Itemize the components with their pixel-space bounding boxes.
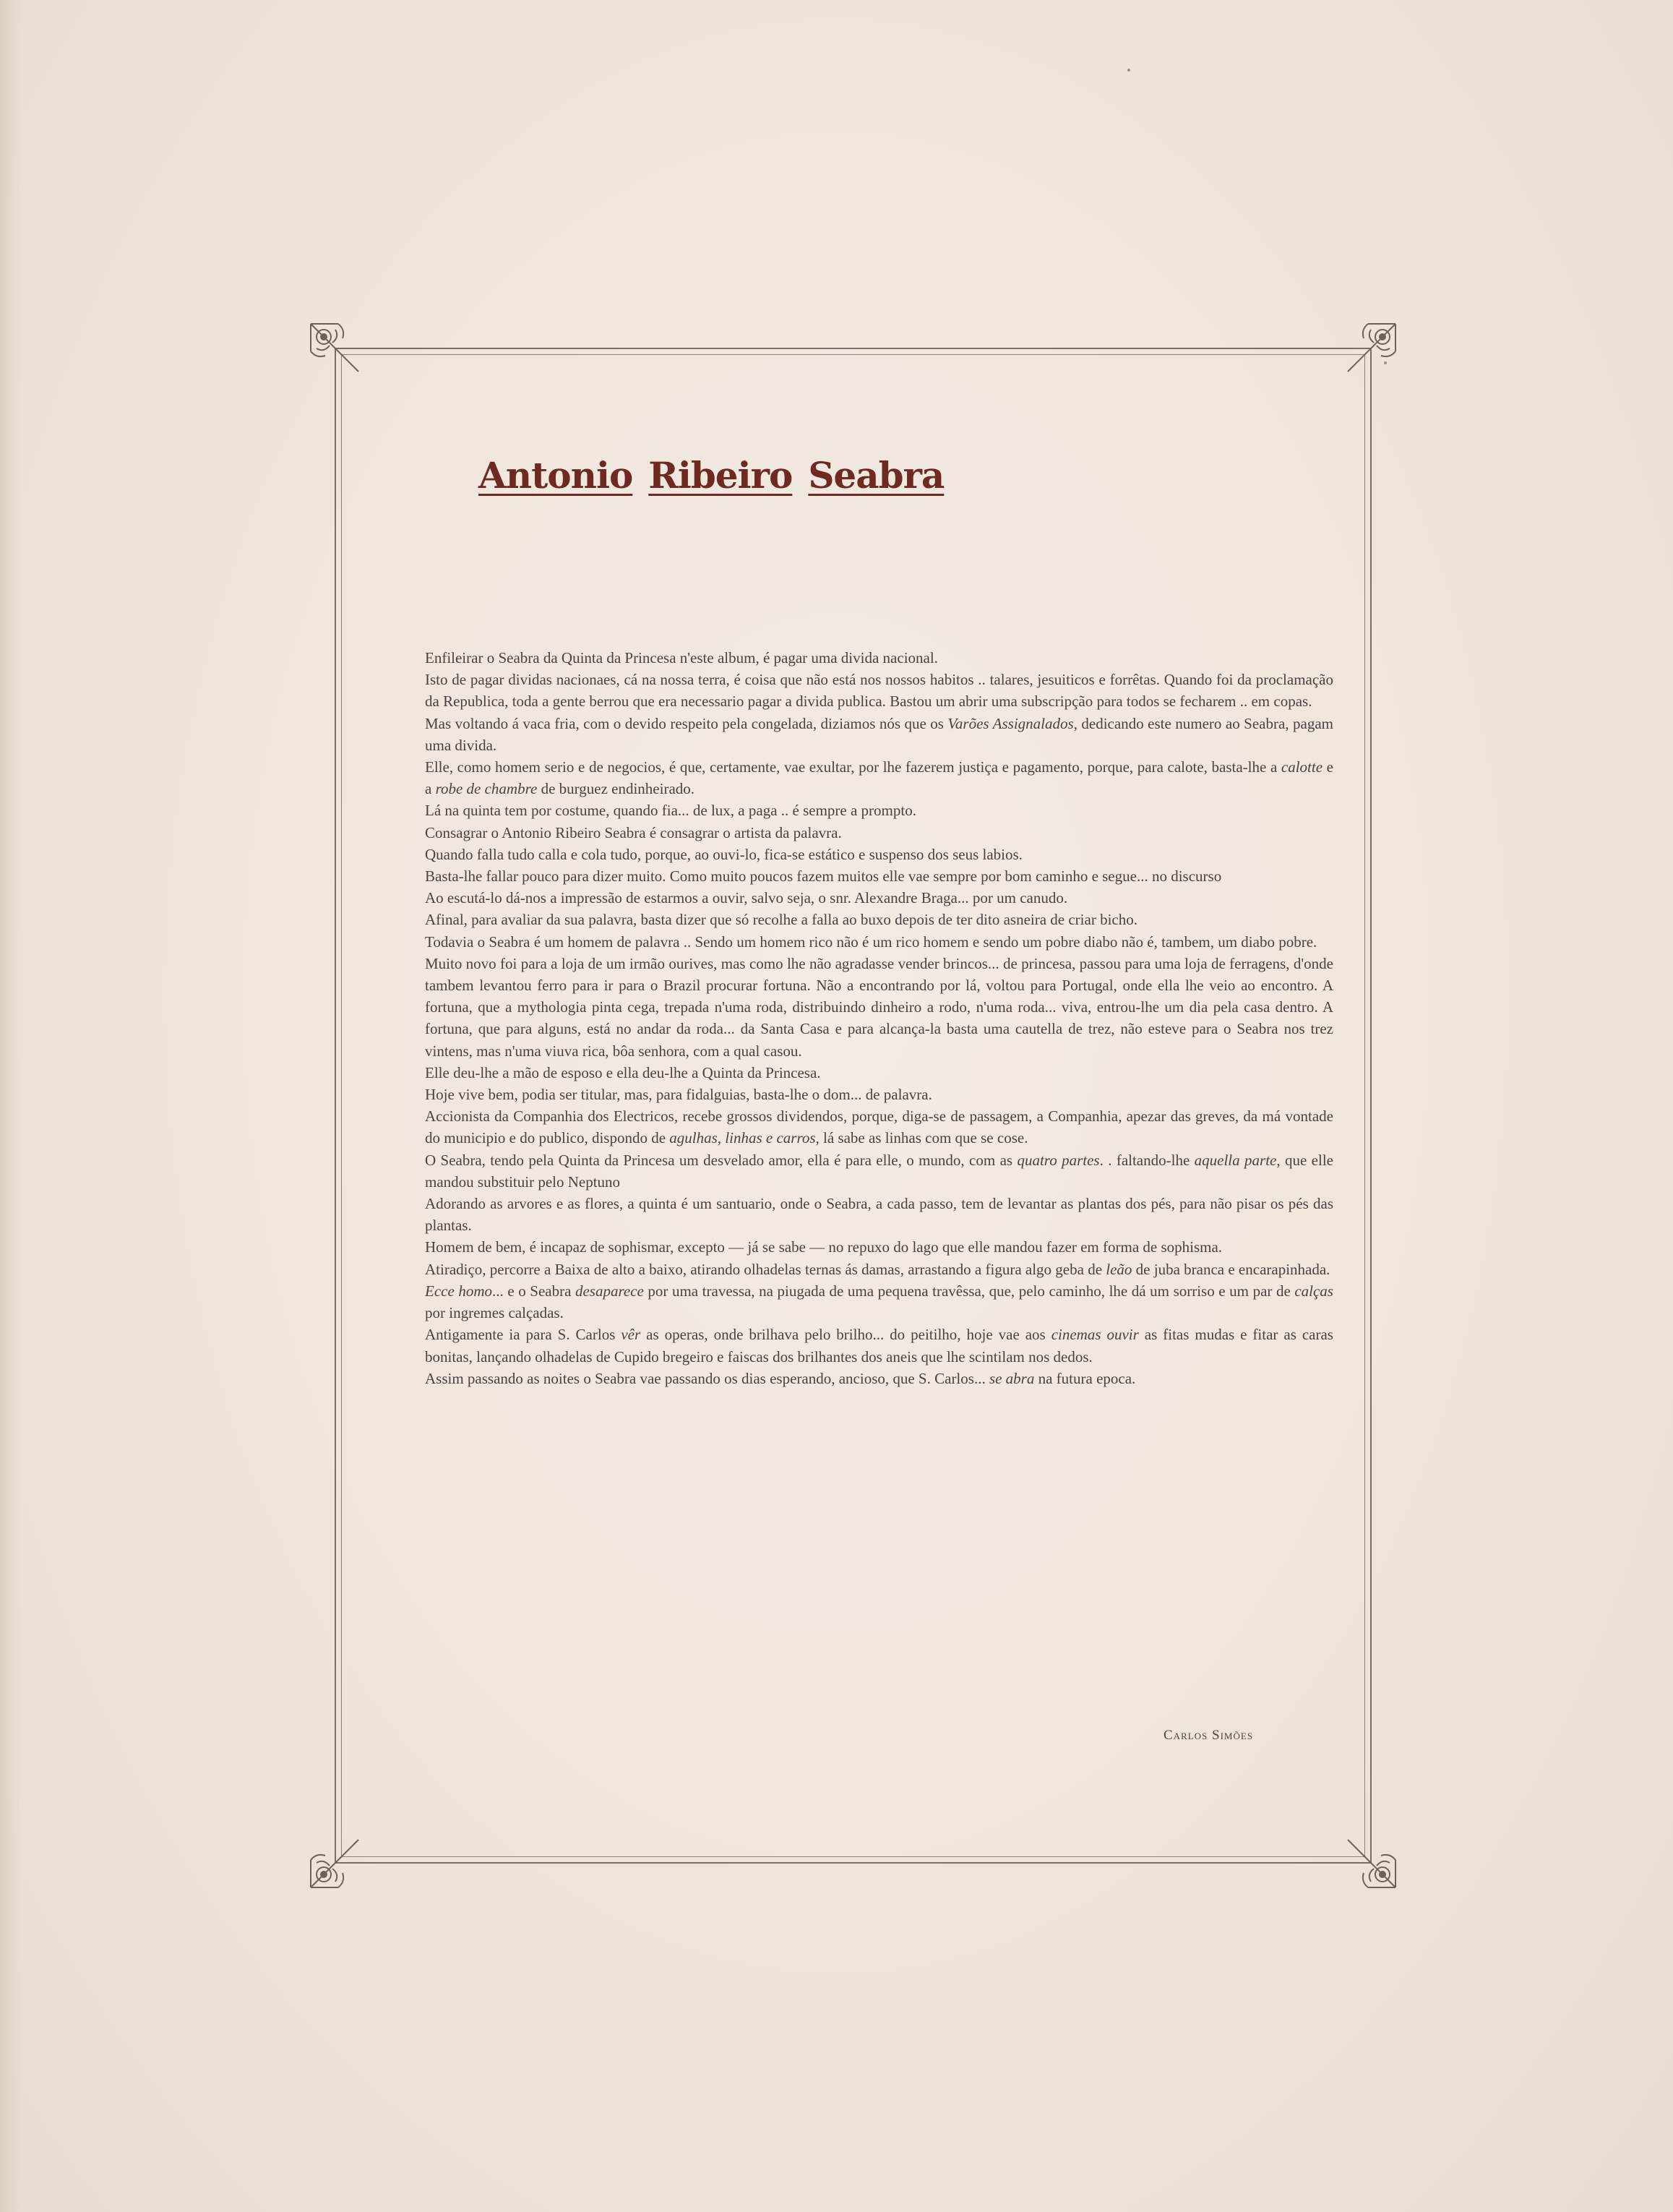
- text-run: , dedicando este numero ao Seabra, pagam uma divida.: [425, 714, 1333, 754]
- italic-run: calças: [1294, 1282, 1333, 1300]
- paragraph: [425, 1324, 1333, 1367]
- italic-run: aquella parte: [1194, 1151, 1277, 1169]
- text-run: Elle deu-lhe a mão de esposo e ella deu-lhe a Quinta da Princesa.: [425, 1063, 821, 1081]
- italic-run: Varões Assignalados: [947, 714, 1074, 732]
- text-run: Afinal, para avaliar da sua palavra, basta dizer que só recolhe a falla ao buxo depois de ter dito asneira de criar bicho.: [425, 911, 1137, 929]
- paper-speck: [1127, 69, 1130, 72]
- text-run: Adorando as arvores e as flores, a quinta é um santuario, onde o Seabra, a cada passo, tem de levantar as plantas dos pés, para não pisar os pés das plantas.: [425, 1195, 1333, 1235]
- text-run: as fitas mudas e fitar as caras bonitas, lançando olhadelas de Cupido bregeiro e faiscas dos brilhantes dos aneis que lhe scintilam nos dedos.: [425, 1326, 1333, 1366]
- italic-run: vêr: [621, 1326, 641, 1344]
- paragraph: [425, 953, 1333, 1062]
- corner-ornament-icon-bottom-left: [304, 1832, 366, 1895]
- text-run: Accionista da Companhia dos Electricos, recebe grossos dividendos, porque, diga-se de passagem, a Companhia, apezar das greves, da má vontade do municipio e do publico, dispondo de: [425, 1107, 1333, 1147]
- text-run: , que elle mandou substituir pelo Neptuno: [425, 1151, 1333, 1191]
- page-title: [478, 454, 944, 497]
- paragraph: [425, 669, 1333, 712]
- author-signature: Carlos Simões: [1164, 1728, 1254, 1743]
- text-run: Muito novo foi para a loja de um irmão ourives, mas como lhe não agradasse vender brincos... de princesa, passou para uma loja de ferragens, d'onde tambem levantou ferro para ir para o Brazil procurar fortuna. Não a encontrando por lá, voltou para Portugal, onde ella lhe veio ao encontro. A fortuna, que a mythologia pinta cega, trepada n'uma roda, distribuindo dinheiro a rodo, n'uma roda... viva, entrou-lhe um dia pela casa dentro. A fortuna, que para alguns, está no andar da roda... da Santa Casa e para alcança-la basta uma cautella de trez, não esteve para o Seabra nos trez vintens, mas n'uma viuva rica, bôa senhora, com a qual casou.: [425, 954, 1333, 1060]
- text-run: as operas, onde brilhava pelo brilho... do peitilho, hoje vae aos: [640, 1326, 1051, 1344]
- paragraph: [425, 713, 1333, 756]
- text-run: , lá sabe as linhas com que se cose.: [815, 1129, 1028, 1147]
- text-run: Homem de bem, é incapaz de sophismar, excepto — já se sabe — no repuxo do lago que elle mandou fazer em forma de sophisma.: [425, 1238, 1223, 1256]
- paragraph: [425, 1084, 1333, 1105]
- paper-speck: [1384, 361, 1387, 364]
- text-run: na futura epoca.: [1034, 1369, 1136, 1387]
- page-left-edge: [0, 0, 20, 2212]
- text-run: . . faltando-lhe: [1099, 1151, 1195, 1169]
- paragraph: [425, 844, 1333, 865]
- corner-ornament-icon-top-right: [1341, 317, 1403, 379]
- text-run: Elle, como homem serio e de negocios, é que, certamente, vae exultar, por lhe fazerem justiça e pagamento, porque, para calote, basta-lhe a: [425, 758, 1281, 776]
- corner-ornament-icon-top-left: [304, 317, 366, 379]
- italic-run: se abra: [989, 1369, 1035, 1387]
- italic-run: calotte: [1281, 758, 1323, 776]
- paragraph: [425, 1368, 1333, 1389]
- text-run: O Seabra, tendo pela Quinta da Princesa um desvelado amor, ella é para elle, o mundo, com as: [425, 1151, 1018, 1169]
- text-run: Basta-lhe fallar pouco para dizer muito. Como muito poucos fazem muitos elle vae sempre por bom caminho e segue... no discurso: [425, 867, 1222, 886]
- text-run: Enfileirar o Seabra da Quinta da Princesa n'este album, é pagar uma divida nacional.: [425, 649, 938, 666]
- paragraph: [425, 1193, 1333, 1236]
- text-run: de burguez endinheirado.: [537, 780, 695, 798]
- paragraph: [425, 1259, 1333, 1280]
- paragraph: [425, 822, 1333, 844]
- paragraph: [425, 647, 1333, 669]
- text-run: de juba branca e encarapinhada.: [1132, 1260, 1330, 1278]
- article-body: [425, 647, 1333, 1389]
- text-run: Todavia o Seabra é um homem de palavra .. Sendo um homem rico não é um rico homem e sendo um pobre diabo não é, tambem, um diabo pobre.: [425, 933, 1317, 951]
- text-run: Assim passando as noites o Seabra vae passando os dias esperando, ancioso, que S. Carlos...: [425, 1369, 989, 1387]
- paragraph: [425, 1280, 1333, 1324]
- text-run: Antigamente ia para S. Carlos: [425, 1326, 622, 1344]
- text-run: Hoje vive bem, podia ser titular, mas, para fidalguias, basta-lhe o dom... de palavra.: [425, 1086, 932, 1104]
- paragraph: [425, 800, 1333, 821]
- text-run: e a: [425, 758, 1334, 798]
- text-run: Lá na quinta tem por costume, quando fia... de lux, a paga .. é sempre a prompto.: [425, 802, 916, 820]
- title-word-1: Antonio: [478, 454, 633, 497]
- paragraph: [425, 1105, 1333, 1149]
- text-run: Atiradiço, percorre a Baixa de alto a baixo, atirando olhadelas ternas ás damas, arrastando a figura algo geba de: [425, 1260, 1106, 1278]
- text-run: por uma travessa, na piugada de uma pequena travêssa, que, pelo caminho, lhe dá um sorriso e um par de: [643, 1282, 1295, 1300]
- paragraph: [425, 1149, 1333, 1193]
- paragraph: [425, 931, 1333, 953]
- paragraph: [425, 1236, 1333, 1258]
- italic-run: Ecce homo: [425, 1282, 493, 1300]
- paragraph: [425, 756, 1333, 800]
- text-run: Ao escutá-lo dá-nos a impressão de estarmos a ouvir, salvo seja, o snr. Alexandre Braga... por um canudo.: [425, 889, 1068, 907]
- italic-run: robe de chambre: [435, 780, 538, 798]
- italic-run: agulhas, linhas e carros: [669, 1129, 816, 1147]
- corner-ornament-icon-bottom-right: [1341, 1832, 1403, 1895]
- paragraph: [425, 1062, 1333, 1084]
- text-run: Quando falla tudo calla e cola tudo, porque, ao ouvi-lo, fica-se estático e suspenso dos seus labios.: [425, 845, 1023, 863]
- text-run: Isto de pagar dividas nacionaes, cá na nossa terra, é coisa que não está nos nossos habitos .. talares, jesuiticos e forrêtas. Quando foi da proclamação da Republica, toda a gente berrou que era necessario pagar a divida publica. Bastou um abrir uma subscripção para todos se fecharem .. em copas.: [425, 671, 1333, 711]
- paragraph: [425, 909, 1333, 930]
- text-run: ... e o Seabra: [492, 1282, 575, 1300]
- italic-run: leão: [1106, 1260, 1132, 1278]
- italic-run: cinemas ouvir: [1051, 1326, 1139, 1344]
- text-run: por ingremes calçadas.: [425, 1304, 564, 1322]
- text-run: Consagrar o Antonio Ribeiro Seabra é consagrar o artista da palavra.: [425, 823, 842, 841]
- paragraph: [425, 887, 1333, 909]
- paragraph: [425, 865, 1333, 887]
- title-word-2: Ribeiro: [648, 454, 793, 497]
- italic-run: desaparece: [575, 1282, 644, 1300]
- italic-run: quatro partes: [1017, 1151, 1100, 1169]
- text-run: Mas voltando á vaca fria, com o devido respeito pela congelada, diziamos nós que os: [425, 714, 948, 732]
- title-word-3: Seabra: [808, 454, 945, 497]
